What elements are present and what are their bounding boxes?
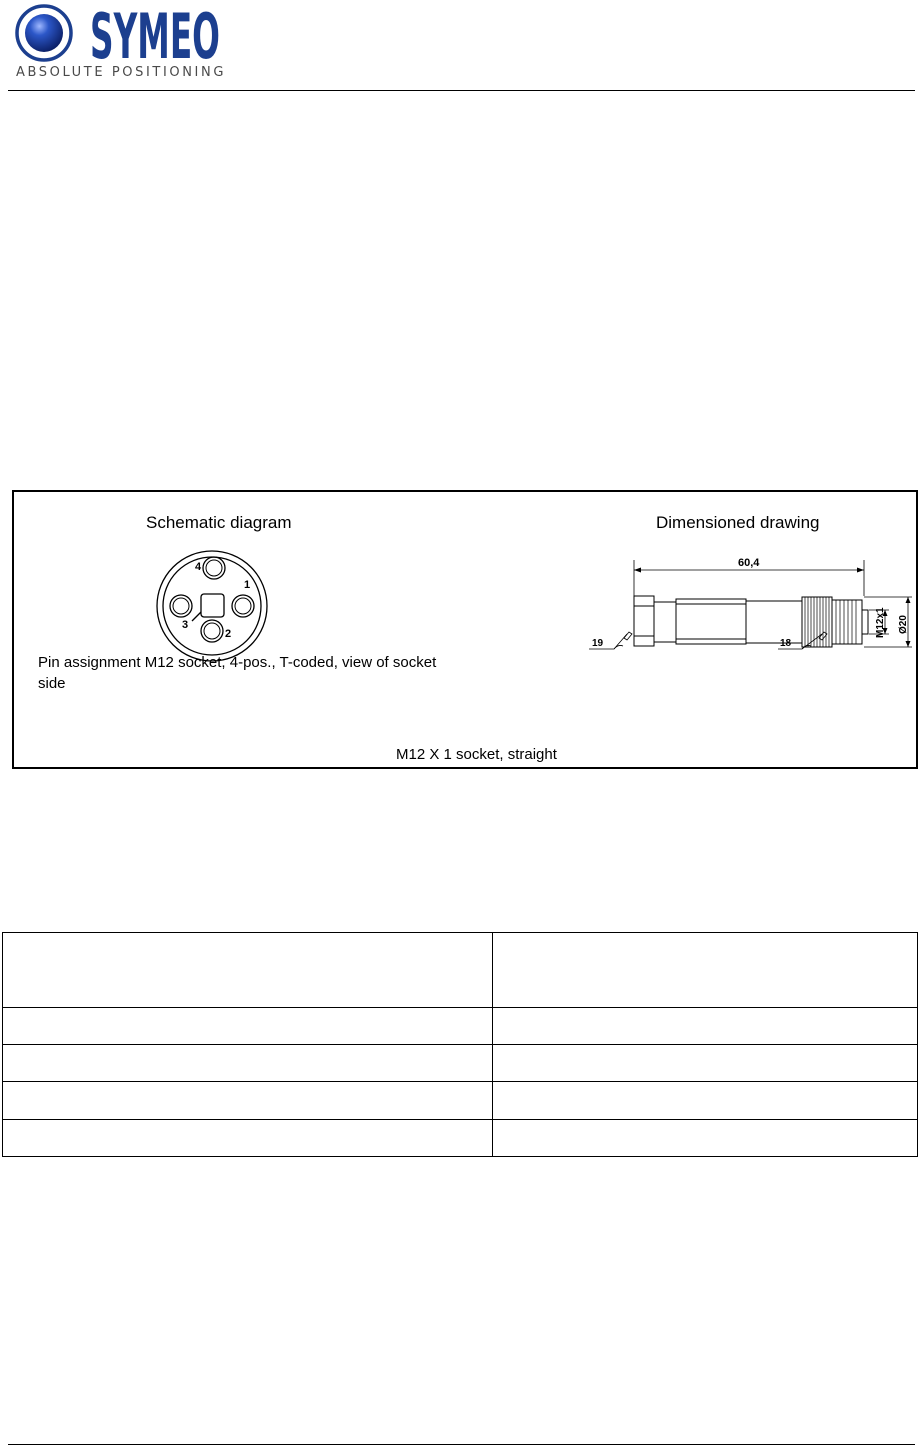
- connector-body: [634, 596, 868, 647]
- table-cell: [3, 933, 493, 1008]
- spec-table: [2, 932, 918, 1157]
- coding-key: [201, 594, 224, 617]
- table-row: [3, 933, 918, 1008]
- logo-graphic: [14, 3, 224, 63]
- table-cell: [3, 1007, 493, 1044]
- logo-ball: [25, 14, 63, 52]
- table-cell: [3, 1082, 493, 1119]
- table-cell: [493, 1007, 918, 1044]
- table-row: [3, 1044, 918, 1081]
- symeo-logo: [14, 3, 224, 81]
- brand-name: SYMEO: [90, 3, 220, 63]
- wrench-left-label: 19: [592, 638, 604, 649]
- pin-caption: Pin assignment M12 socket, 4-pos., T-coded, view of socket side: [38, 654, 437, 692]
- footer-divider: [8, 1444, 915, 1445]
- pin-2: [201, 620, 223, 642]
- table-cell: [493, 933, 918, 1008]
- pin-4: [203, 557, 225, 579]
- table-cell: [3, 1044, 493, 1081]
- wrench-right-label: 18: [780, 638, 792, 649]
- dimension-heading: Dimensioned drawing: [656, 513, 820, 532]
- length-label: 60,4: [738, 557, 760, 569]
- table-cell: [3, 1119, 493, 1156]
- table-cell: [493, 1082, 918, 1119]
- table-row: [3, 1007, 918, 1044]
- header-divider: [8, 90, 915, 91]
- coding-notch: [192, 612, 201, 621]
- table-cell: [493, 1044, 918, 1081]
- pin-schematic: [154, 548, 274, 668]
- figure-caption: M12 X 1 socket, straight: [396, 746, 557, 763]
- table-row: [3, 1119, 918, 1156]
- socket-inner-ring: [163, 557, 261, 655]
- pin-2-label: 2: [225, 628, 232, 640]
- schematic-heading: Schematic diagram: [146, 513, 292, 532]
- table-row: [3, 1082, 918, 1119]
- thread-label: M12x1: [875, 607, 886, 638]
- table-cell: [493, 1119, 918, 1156]
- pin-3-label: 3: [182, 619, 189, 631]
- pin-1-label: 1: [244, 579, 251, 591]
- dimensioned-drawing: [584, 554, 914, 684]
- diameter-label: Ø20: [898, 615, 909, 634]
- connector-figure: [12, 490, 918, 769]
- pin-1: [232, 595, 254, 617]
- brand-tagline: ABSOLUTE POSITIONING: [16, 65, 226, 80]
- pin-3: [170, 595, 192, 617]
- pin-4-label: 4: [195, 561, 202, 573]
